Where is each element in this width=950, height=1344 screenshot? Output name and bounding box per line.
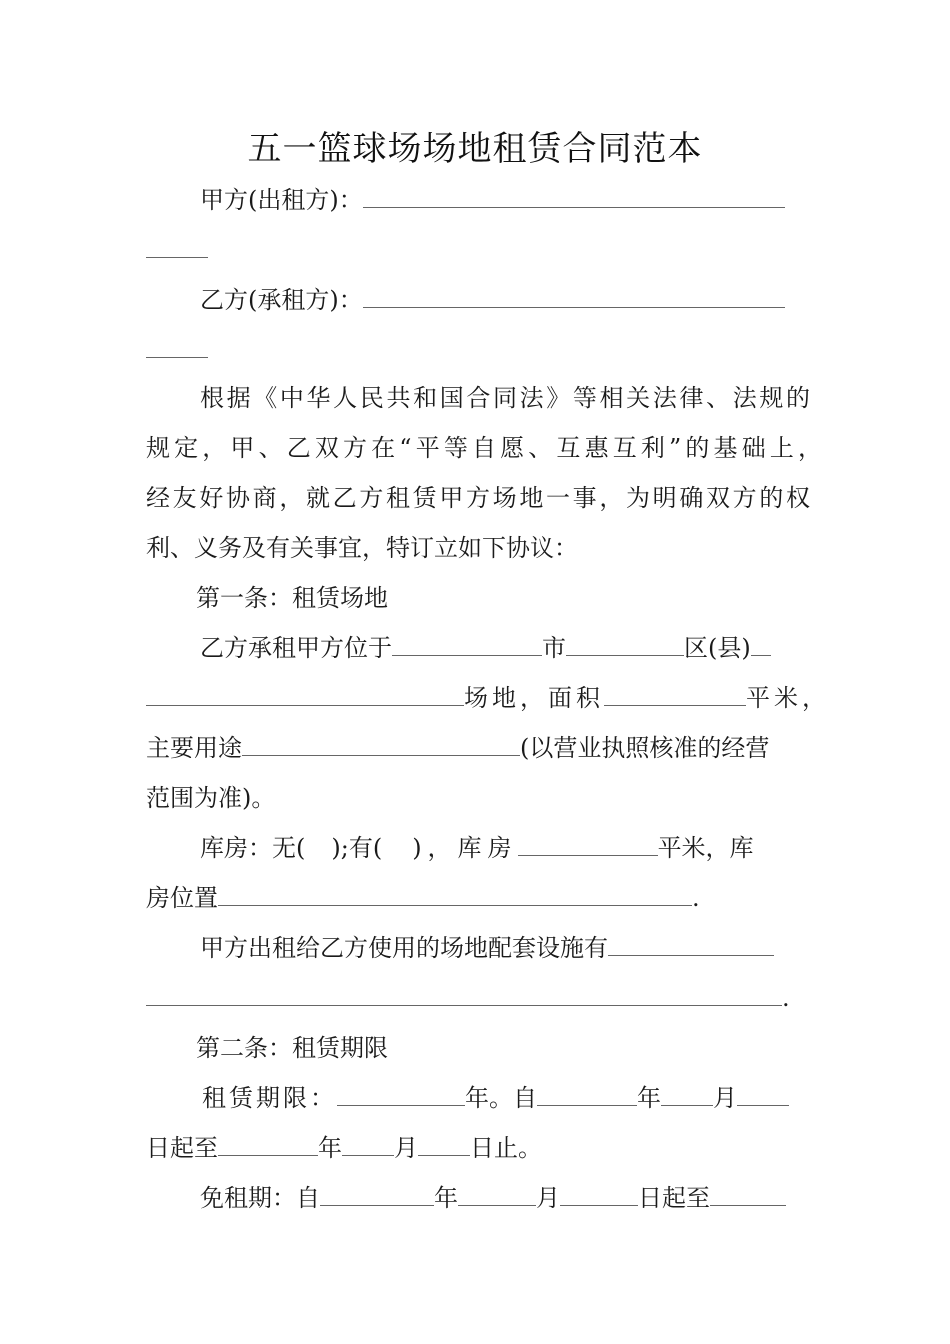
- warehouse-location-field[interactable]: [218, 904, 692, 906]
- warehouse-location-line: [146, 878, 810, 918]
- warehouse-mid: );有(: [331, 834, 383, 862]
- document-title: 五一篮球场场地租赁合同范本: [247, 129, 703, 169]
- warehouse-after: )，库房: [412, 834, 518, 862]
- party-b-line: [146, 280, 810, 320]
- party-a-label: 甲方(出租方)：: [200, 186, 363, 214]
- term-years-field[interactable]: [337, 1104, 465, 1106]
- end-year-label: 年: [318, 1134, 342, 1162]
- term-line-cont: [146, 1128, 810, 1168]
- facilities-field[interactable]: [608, 954, 774, 956]
- location-line-2: [146, 678, 830, 718]
- party-b-field-cont[interactable]: [146, 356, 208, 358]
- rent-free-prefix: 免租期：自: [200, 1184, 320, 1212]
- rent-free-year-field[interactable]: [320, 1204, 434, 1206]
- area-suffix: 平米，: [746, 684, 830, 712]
- party-b-label: 乙方(承租方)：: [200, 286, 363, 314]
- rent-free-end-field[interactable]: [710, 1204, 786, 1206]
- venue-field[interactable]: [146, 704, 464, 706]
- rent-free-month-label: 月: [536, 1184, 560, 1212]
- preamble-line-4: 利、义务及有关事宜，特订立如下协议：: [146, 534, 578, 562]
- facilities-line: [200, 928, 810, 968]
- warehouse-prefix: 库房：无(: [200, 834, 306, 862]
- party-a-line: [146, 180, 810, 220]
- term-day-end: 日止。: [470, 1134, 542, 1162]
- end-day-field[interactable]: [418, 1154, 470, 1156]
- rent-free-day-field[interactable]: [560, 1204, 638, 1206]
- party-a-field[interactable]: [363, 206, 785, 208]
- rent-free-line: [200, 1178, 810, 1218]
- party-b-field[interactable]: [363, 306, 785, 308]
- warehouse-line: [200, 828, 810, 868]
- usage-prefix: 主要用途: [146, 734, 242, 762]
- venue-suffix: 场地，面积: [464, 684, 604, 712]
- warehouse-area-field[interactable]: [518, 854, 658, 856]
- preamble-line-2: 规定，甲、乙双方在“平等自愿、互惠互利”的基础上，: [146, 434, 822, 462]
- facilities-end: .: [782, 984, 790, 1012]
- party-a-line-cont: [146, 230, 810, 270]
- article-1-heading: 第一条：租赁场地: [196, 584, 388, 612]
- rent-free-year-label: 年: [434, 1184, 458, 1212]
- location-line-1: [200, 628, 810, 668]
- district-suffix: 区(县): [684, 634, 751, 662]
- usage-line: [146, 728, 810, 768]
- start-year-label: 年: [637, 1084, 661, 1112]
- usage-field[interactable]: [242, 754, 520, 756]
- end-year-field[interactable]: [218, 1154, 318, 1156]
- warehouse-area-suffix: 平米，库: [657, 834, 754, 862]
- rent-free-day-start: 日起至: [638, 1184, 710, 1212]
- term-line: [202, 1078, 810, 1118]
- party-b-line-cont: [146, 330, 810, 370]
- area-field[interactable]: [604, 704, 746, 706]
- preamble-line-1: 根据《中华人民共和国合同法》等相关法律、法规的: [200, 384, 810, 412]
- city-suffix: 市: [542, 634, 566, 662]
- article-2-heading: 第二条：租赁期限: [196, 1034, 388, 1062]
- preamble-line-3: 经友好协商，就乙方租赁甲方场地一事，为明确双方的权: [146, 484, 810, 512]
- start-day-field[interactable]: [737, 1104, 789, 1106]
- location-prefix: 乙方承租甲方位于: [200, 634, 392, 662]
- party-a-field-cont[interactable]: [146, 256, 208, 258]
- end-month-label: 月: [394, 1134, 418, 1162]
- warehouse-location-end: .: [692, 884, 700, 912]
- city-field[interactable]: [392, 654, 542, 656]
- facilities-field-cont[interactable]: [146, 1004, 782, 1006]
- start-month-field[interactable]: [661, 1104, 713, 1106]
- facilities-line-cont: [146, 978, 810, 1018]
- venue-field-start[interactable]: [751, 654, 771, 656]
- district-field[interactable]: [566, 654, 684, 656]
- term-years-suffix: 年。自: [465, 1084, 537, 1112]
- term-prefix: 租赁期限：: [202, 1084, 337, 1112]
- usage-line-cont: 范围为准)。: [146, 784, 276, 812]
- facilities-prefix: 甲方出租给乙方使用的场地配套设施有: [200, 934, 608, 962]
- start-year-field[interactable]: [537, 1104, 637, 1106]
- warehouse-location-prefix: 房位置: [146, 884, 218, 912]
- rent-free-month-field[interactable]: [458, 1204, 536, 1206]
- end-month-field[interactable]: [342, 1154, 394, 1156]
- start-month-label: 月: [713, 1084, 737, 1112]
- term-day-start: 日起至: [146, 1134, 218, 1162]
- usage-suffix: (以营业执照核准的经营: [520, 734, 770, 762]
